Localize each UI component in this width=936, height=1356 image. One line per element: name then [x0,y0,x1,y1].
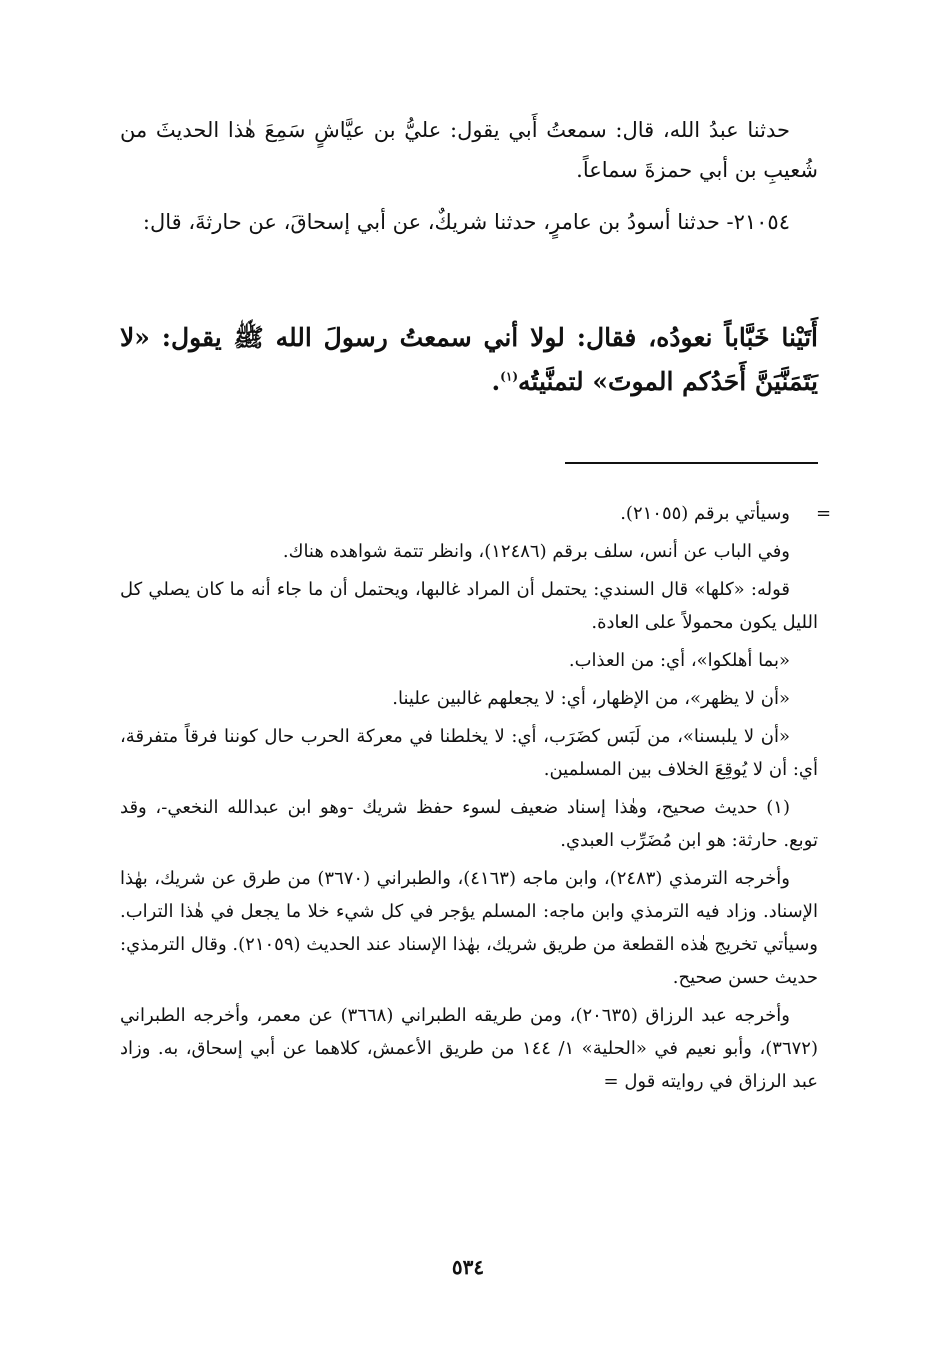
footnote-line: «أن لا يلبسنا»، من لَبَس كضَرَب، أي: لا يخلطنا في معركة الحرب حال كوننا فرقاً متفرقة، أي: أن لا يُوقِعَ الخلاف بين المسلمين. [120,726,818,780]
paragraph-chain-statement: حدثنا عبدُ الله، قال: سمعتُ أَبي يقول: عليُّ بن عيَّاشٍ سَمِعَ هٰذا الحديثَ من شُعيبِ بن أبي حمزةَ سماعاً. [120,118,818,182]
footnote-line: «أن لا يظهر»، من الإظهار، أي: لا يجعلهم غالبين علينا. [392,688,790,709]
footnotes [120,497,818,1098]
footnote-line: وفي الباب عن أنس، سلف برقم (١٢٤٨٦)، وانظر تتمة شواهده هناك. [282,541,790,562]
page-number: ٥٣٤ [451,1255,485,1279]
footnote-line: قوله: «كلها» قال السندي: يحتمل أن المراد غالبها، ويحتمل أن ما جاء أنه ما كان يصلي كل الليل يكون محمولاً على العادة. [120,579,818,633]
footnote-line: «بما أهلكوا»، أي: من العذاب. [568,650,790,671]
footnote-separator [565,462,818,464]
footnote-line: وأخرجه عبد الرزاق (٢٠٦٣٥)، ومن طريقه الطبراني (٣٦٦٨) عن معمر، وأخرجه الطبراني (٣٦٧٢)، وأبو نعيم في «الحلية» ١/ ١٤٤ من طريق الأعمش، كلاهما عن أبي إسحاق، به. وزاد عبد الرزاق في روايته قول = [120,1005,818,1092]
hadith-text [120,316,818,404]
main-text [120,110,818,242]
hadith-matn-text: أَتَيْنا خَبَّاباً نعودُه، فقال: لولا أني سمعتُ رسولَ الله ﷺ يقول: «لا يَتَمَنَّيَنَّ أَحَدُكم الموتَ» لتمنَّيتُه [120,323,818,396]
continuation-mark: = [816,503,832,524]
footnote-line: وسيأتي برقم (٢١٠٥٥). [620,503,790,524]
paragraph-hadith-21054-isnad: ٢١٠٥٤- حدثنا أسودُ بن عامرٍ، حدثنا شريكٌ، عن أبي إسحاقَ، عن حارثةَ، قال: [142,210,790,234]
footnote-line: وأخرجه الترمذي (٢٤٨٣)، وابن ماجه (٤١٦٣)، والطبراني (٣٦٧٠) من طرق عن شريك، بهٰذا الإسناد. وزاد فيه الترمذي وابن ماجه: المسلم يؤجر في كل شيء خلا ما يجعل في هٰذا التراب. وسيأتي تخريج هٰذه القطعة من طريق شريك، بهٰذا الإسناد عند الحديث (٢١٠٥٩). وقال الترمذي: حديث حسن صحيح. [120,868,819,988]
hadith-matn: أَتَيْنا خَبَّاباً نعودُه، فقال: لولا أني سمعتُ رسولَ الله ﷺ يقول: «لا يَتَمَنَّيَنَّ أَحَدُكم الموتَ» لتمنَّيتُه$^{(١)}$. [120,323,818,396]
footnote-reference: (١) [500,369,518,384]
footnote-1: (١) حديث صحيح، وهٰذا إسناد ضعيف لسوء حفظ شريك -وهو ابن عبدالله النخعي-، وقد توبع. حارثة: هو ابن مُضَرِّب العبدي. [120,797,818,851]
